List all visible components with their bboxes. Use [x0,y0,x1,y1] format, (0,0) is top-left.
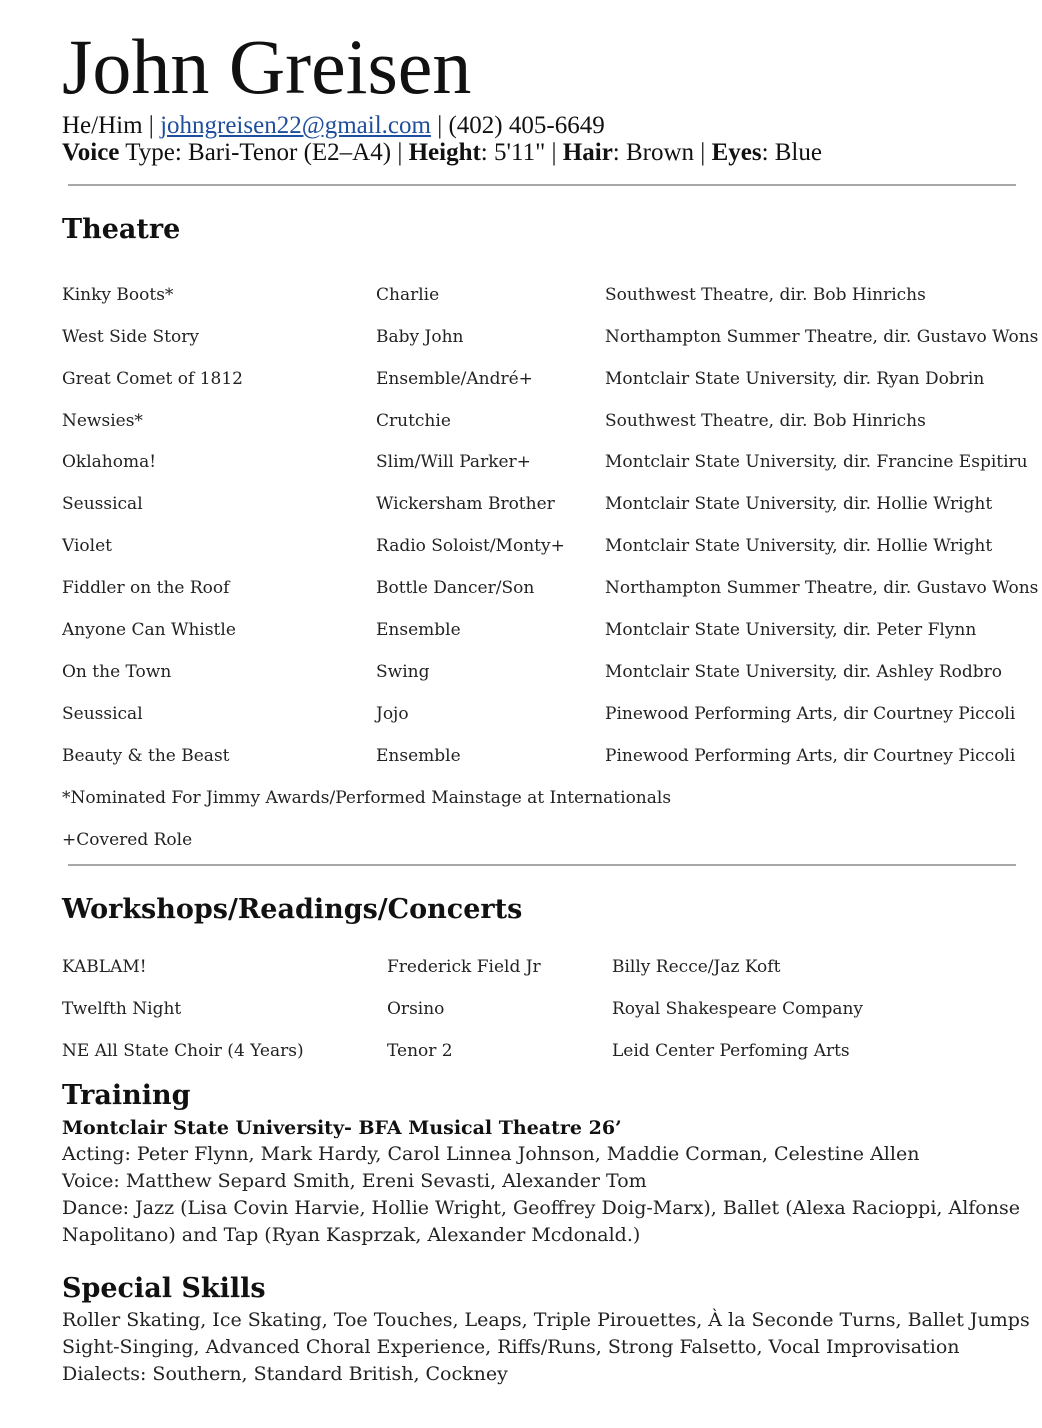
show-title: Oklahoma! [62,452,157,472]
eyes-value: : Blue [761,139,822,166]
show-title: Violet [62,536,112,556]
venue: Northampton Summer Theatre, dir. Gustavo Wons [605,327,1039,347]
header-divider [68,184,1016,186]
covered-role-note: +Covered Role [62,830,193,850]
venue: Southwest Theatre, dir. Bob Hinrichs [605,285,926,305]
skills-heading: Special Skills [62,1273,266,1304]
training-voice: Voice: Matthew Separd Smith, Ereni Sevasti, Alexander Tom [62,1170,647,1192]
theatre-row [0,534,1042,558]
theatre-row [0,744,1042,768]
role: Crutchie [376,411,451,431]
role: Swing [376,662,430,682]
venue: Northampton Summer Theatre, dir. Gustavo Wons [605,578,1039,598]
venue: Montclair State University, dir. Francine Espitiru [605,452,1028,472]
workshop-org: Leid Center Perfoming Arts [612,1041,850,1061]
workshop-row [0,1039,1042,1063]
email-link[interactable]: johngreisen22@gmail.com [160,112,431,139]
venue: Montclair State University, dir. Ashley Rodbro [605,662,1003,682]
resume-name: John Greisen [62,23,472,110]
workshop-row [0,997,1042,1021]
hair-value: : Brown [612,139,695,166]
voice-value: Type: Bari-Tenor (E2–A4) [119,139,392,166]
workshops-heading: Workshops/Readings/Concerts [62,894,523,925]
venue: Montclair State University, dir. Hollie Wright [605,536,993,556]
workshop-role: Frederick Field Jr [387,957,541,977]
training-dance-continued: Napolitano) and Tap (Ryan Kasprzak, Alexander Mcdonald.) [62,1224,641,1246]
venue: Montclair State University, dir. Peter Flynn [605,620,977,640]
training-heading: Training [62,1080,191,1111]
show-title: Seussical [62,494,143,514]
hair-label: Hair [562,139,613,166]
theatre-divider [68,864,1016,866]
theatre-row [0,283,1042,307]
theatre-row [0,702,1042,726]
theatre-row [0,409,1042,433]
venue: Southwest Theatre, dir. Bob Hinrichs [605,411,926,431]
workshop-title: Twelfth Night [62,999,182,1019]
role: Slim/Will Parker+ [376,452,531,472]
theatre-heading: Theatre [62,214,181,245]
role: Ensemble [376,746,461,766]
height-label: Height [408,139,481,166]
skills-vocal: Sight-Singing, Advanced Choral Experience, Riffs/Runs, Strong Falsetto, Vocal Improvisation [62,1336,960,1358]
contact-line: He/Him | johngreisen22@gmail.com | (402) 405-6649 [62,112,605,139]
skills-physical: Roller Skating, Ice Skating, Toe Touches, Leaps, Triple Pirouettes, À la Seconde Turns, Ballet Jumps [62,1309,1030,1331]
role: Ensemble [376,620,461,640]
role: Baby John [376,327,464,347]
theatre-row [0,618,1042,642]
phone-number: (402) 405-6649 [448,112,605,139]
training-school: Montclair State University- BFA Musical Theatre 26’ [62,1117,622,1139]
workshop-role: Tenor 2 [387,1041,453,1061]
skills-dialects: Dialects: Southern, Standard British, Cockney [62,1363,508,1385]
show-title: Seussical [62,704,143,724]
show-title: Anyone Can Whistle [62,620,236,640]
workshop-org: Billy Recce/Jaz Koft [612,957,781,977]
training-acting: Acting: Peter Flynn, Mark Hardy, Carol Linnea Johnson, Maddie Corman, Celestine Allen [62,1143,920,1165]
show-title: Newsies* [62,411,143,431]
role: Wickersham Brother [376,494,555,514]
theatre-row [0,367,1042,391]
workshop-row [0,955,1042,979]
role: Bottle Dancer/Son [376,578,535,598]
pronouns: He/Him [62,112,143,139]
role: Jojo [376,704,409,724]
show-title: Kinky Boots* [62,285,174,305]
training-dance: Dance: Jazz (Lisa Covin Harvie, Hollie Wright, Geoffrey Doig-Marx), Ballet (Alexa Racioppi, Alfonse [62,1197,1020,1219]
theatre-row [0,660,1042,684]
eyes-label: Eyes [711,139,762,166]
theatre-row [0,325,1042,349]
role: Charlie [376,285,440,305]
show-title: Great Comet of 1812 [62,369,243,389]
theatre-row [0,576,1042,600]
show-title: Fiddler on the Roof [62,578,230,598]
venue: Pinewood Performing Arts, dir Courtney Piccoli [605,704,1016,724]
theatre-row [0,492,1042,516]
workshop-title: NE All State Choir (4 Years) [62,1041,304,1061]
show-title: Beauty & the Beast [62,746,230,766]
venue: Pinewood Performing Arts, dir Courtney Piccoli [605,746,1016,766]
physical-stats-line: Voice Type: Bari-Tenor (E2–A4) | Height: 5'11" | Hair: Brown | Eyes: Blue [62,139,822,166]
workshop-role: Orsino [387,999,445,1019]
voice-label: Voice [62,139,120,166]
venue: Montclair State University, dir. Hollie Wright [605,494,993,514]
height-value: : 5'11" [480,139,546,166]
show-title: West Side Story [62,327,199,347]
venue: Montclair State University, dir. Ryan Dobrin [605,369,985,389]
show-title: On the Town [62,662,172,682]
workshop-title: KABLAM! [62,957,147,977]
role: Ensemble/André+ [376,369,533,389]
role: Radio Soloist/Monty+ [376,536,565,556]
nominated-note: *Nominated For Jimmy Awards/Performed Mainstage at Internationals [62,788,672,808]
workshop-org: Royal Shakespeare Company [612,999,864,1019]
theatre-row [0,450,1042,474]
